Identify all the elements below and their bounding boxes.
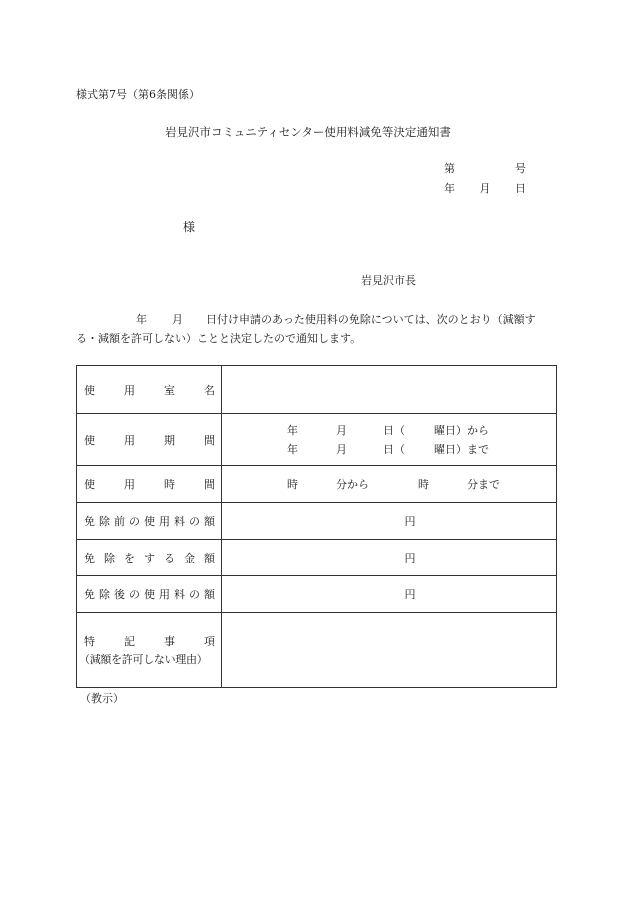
time-label-text: 使 用 時 間 <box>84 478 215 491</box>
period-end-weekday: 曜日）まで <box>434 442 489 456</box>
form-number: 様式第7号（第6条関係） <box>76 88 200 101</box>
row-room <box>77 366 557 414</box>
period-start-year: 年 <box>287 423 298 437</box>
period-end-year: 年 <box>287 442 298 456</box>
fee-before-unit: 円 <box>404 515 416 528</box>
row-notes <box>77 613 557 688</box>
fee-after-label <box>77 576 222 613</box>
period-start-month: 月 <box>336 423 347 437</box>
notes-sublabel: （減額を許可しない理由） <box>79 653 208 666</box>
period-start-day: 日（ <box>383 423 405 437</box>
body-line1-rest: 日付け申請のあった使用料の免除については、次のとおり（減額す <box>206 313 536 326</box>
body-year: 年 <box>136 313 147 326</box>
fee-after-label-text: 免 除 後 の 使 用 料 の 額 <box>84 588 215 601</box>
fee-after-unit: 円 <box>404 588 416 601</box>
exempt-amount-label-text: 免 除 を す る 金 額 <box>84 551 215 565</box>
date-month: 月 <box>479 182 491 195</box>
period-start-weekday: 曜日）から <box>434 423 489 437</box>
time-label <box>77 466 222 503</box>
footer-note: （教示） <box>80 692 124 705</box>
addressee-honorific: 様 <box>183 220 196 234</box>
fee-before-label <box>77 503 222 540</box>
document-number <box>444 160 526 176</box>
sender-name: 岩見沢市長 <box>361 274 416 287</box>
row-fee-after <box>77 576 557 613</box>
time-to-minute: 分まで <box>467 478 500 491</box>
period-end-month: 月 <box>336 442 347 456</box>
number-suffix: 号 <box>515 162 526 175</box>
period-value-cell[interactable] <box>222 414 557 466</box>
time-to-hour: 時 <box>418 478 429 491</box>
exempt-amount-value-cell[interactable] <box>222 540 557 576</box>
room-value-cell[interactable] <box>222 366 557 414</box>
body-month: 月 <box>172 313 183 326</box>
date-year: 年 <box>444 182 455 195</box>
room-label <box>77 366 222 414</box>
time-value-cell[interactable] <box>222 466 557 503</box>
exempt-amount-label <box>77 540 222 576</box>
exempt-amount-unit: 円 <box>404 551 416 565</box>
notes-label-text: 特 記 事 項 <box>84 635 215 648</box>
time-from-minute: 分から <box>336 478 369 491</box>
row-time <box>77 466 557 503</box>
fee-after-value-cell[interactable] <box>222 576 557 613</box>
period-label-text: 使 用 期 間 <box>84 433 215 447</box>
notes-value-cell[interactable] <box>222 613 557 688</box>
number-label: 第 <box>444 162 455 175</box>
time-from-hour: 時 <box>287 478 298 491</box>
body-text-line2: る・減額を許可しない）ことと決定したので通知します。 <box>76 332 362 345</box>
notes-label <box>77 613 222 688</box>
row-period <box>77 414 557 466</box>
room-label-text: 使 用 室 名 <box>84 383 215 397</box>
document-title: 岩見沢市コミュニティセンター使用料減免等決定通知書 <box>165 125 451 139</box>
period-label <box>77 414 222 466</box>
period-end-day: 日（ <box>383 442 405 456</box>
row-exempt-amount <box>77 540 557 576</box>
fee-before-label-text: 免 除 前 の 使 用 料 の 額 <box>84 515 215 528</box>
date-day: 日 <box>515 182 526 195</box>
fee-before-value-cell[interactable] <box>222 503 557 540</box>
row-fee-before <box>77 503 557 540</box>
details-table <box>76 365 557 688</box>
document-date <box>444 180 526 196</box>
